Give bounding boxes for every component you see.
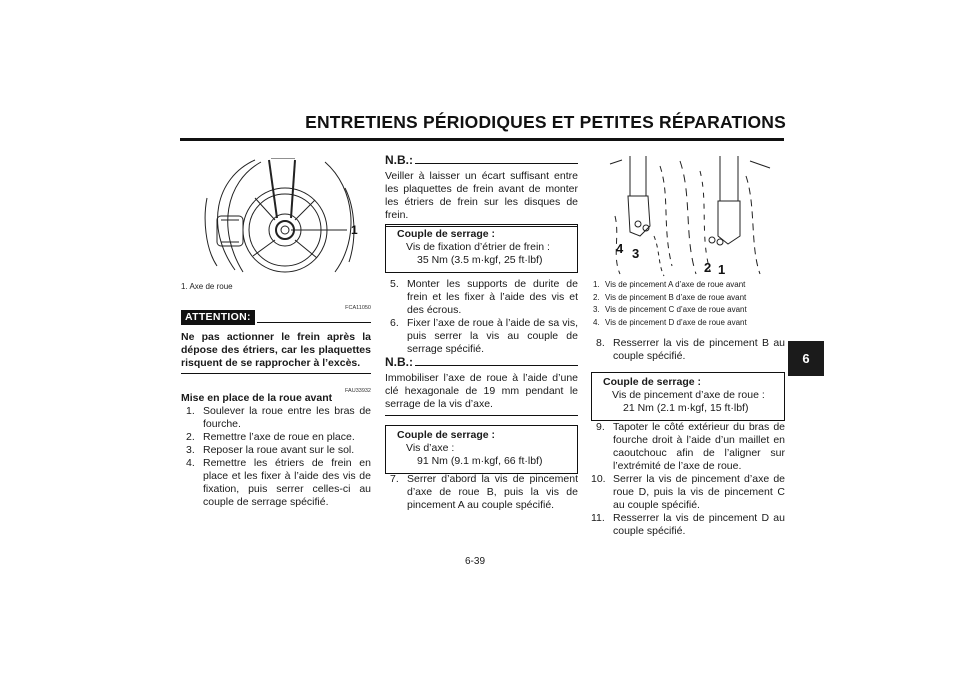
list-item: 3. Reposer la roue avant sur le sol.: [186, 444, 355, 456]
torque-value: 91 Nm (9.1 m·kgf, 66 ft·lbf): [417, 455, 543, 467]
attention-bottom-rule: [181, 373, 371, 374]
section-heading: Mise en place de la roue avant: [181, 392, 333, 404]
steps-list-4: [591, 337, 785, 363]
page-number: 6-39: [465, 556, 486, 567]
attention-text: Ne pas actionner le frein après la dépose des étriers, car les plaquettes risquent de se rapprocher à l’excès.: [181, 331, 371, 369]
steps-list-3: [385, 473, 578, 512]
torque-box-2: [385, 425, 578, 474]
torque-box-1: [385, 224, 578, 273]
note-text: Veiller à laisser un écart suffisant entre les plaquettes de frein avant de monter les étriers de frein sur les disques de frein.: [385, 170, 578, 221]
steps-list-5: [591, 421, 785, 538]
chapter-tab: 6: [788, 341, 824, 376]
figure-legend: [593, 279, 787, 330]
attention-code: FCA11050: [345, 305, 371, 311]
torque-title: Couple de serrage :: [397, 429, 496, 441]
list-item: 5. Monter les supports de durite de frein et les fixer à l’aide des vis et des écrous.: [390, 278, 578, 316]
callout-3: 3: [632, 246, 640, 261]
legend-item: 3. Vis de pincement C d’axe de roue avant: [593, 305, 747, 315]
list-item: 10. Serrer la vis de pincement d’axe de roue D, puis la vis de pincement C au couple spécifié.: [591, 473, 785, 511]
list-item: 2. Remettre l’axe de roue en place.: [186, 431, 355, 443]
title-rule: [180, 138, 784, 141]
list-item: 8. Resserrer la vis de pincement B au couple spécifié.: [596, 337, 785, 362]
note-bottom-rule: [385, 415, 578, 416]
callout-2: 2: [704, 260, 712, 275]
steps-list-1: [181, 405, 371, 509]
note-label: N.B.:: [385, 153, 413, 167]
torque-value: 35 Nm (3.5 m·kgf, 25 ft·lbf): [417, 254, 543, 266]
legend-item: 1. Vis de pincement A d’axe de roue avant: [593, 280, 746, 289]
torque-item: Vis de pincement d’axe de roue :: [612, 389, 765, 401]
legend-item: 2. Vis de pincement B d’axe de roue avant: [593, 292, 747, 302]
note-1: [385, 154, 578, 227]
callout-1: 1: [718, 262, 726, 277]
page-title: ENTRETIENS PÉRIODIQUES ET PETITES RÉPARATIONS: [305, 112, 786, 132]
steps-list-2: [385, 278, 578, 356]
torque-box-3: [591, 372, 785, 421]
list-item: 9. Tapoter le côté extérieur du bras de fourche droit à l’aide d’un maillet en caoutchouc afin de l’aligner sur l’extrémité de l’axe de roue.: [596, 421, 785, 472]
section-code: FAU33932: [345, 388, 371, 394]
attention-label: ATTENTION:: [181, 310, 255, 325]
torque-value: 21 Nm (2.1 m·kgf, 15 ft·lbf): [623, 402, 749, 414]
list-item: 11. Resserrer la vis de pincement D au couple spécifié.: [591, 512, 785, 537]
note-label: N.B.:: [385, 355, 413, 369]
torque-title: Couple de serrage :: [397, 228, 496, 240]
torque-item: Vis d’axe :: [406, 442, 455, 454]
callout-1: 1: [351, 223, 358, 237]
note-text: Immobiliser l’axe de roue à l’aide d’une clé hexagonale de 19 mm pendant le serrage de la vis d’axe.: [385, 372, 578, 410]
list-item: 7. Serrer d’abord la vis de pincement d’axe de roue B, puis la vis de pincement A au couple spécifié.: [390, 473, 578, 511]
list-item: 4. Remettre les étriers de frein en place et les fixer à l’aide des vis de fixation, puis serrer celles-ci au couple de serrage spécifié.: [186, 457, 371, 508]
attention-rule: [257, 322, 371, 323]
section-block: [181, 392, 371, 509]
note-2: [385, 356, 578, 416]
legend-item: 4. Vis de pincement D d’axe de roue avant: [593, 318, 747, 328]
front-wheel-illustration: [195, 158, 365, 276]
fork-pinch-bolts-illustration: [600, 156, 780, 278]
list-item: 6. Fixer l’axe de roue à l’aide de sa vis, puis serrer la vis au couple de serrage spécifié.: [390, 317, 578, 355]
list-item: 1. Soulever la roue entre les bras de fourche.: [186, 405, 371, 430]
callout-4: 4: [616, 241, 624, 256]
attention-block: [181, 310, 371, 374]
torque-item: Vis de fixation d’étrier de frein :: [406, 241, 550, 253]
torque-title: Couple de serrage :: [603, 376, 702, 388]
figure-caption: 1. Axe de roue: [181, 282, 233, 291]
